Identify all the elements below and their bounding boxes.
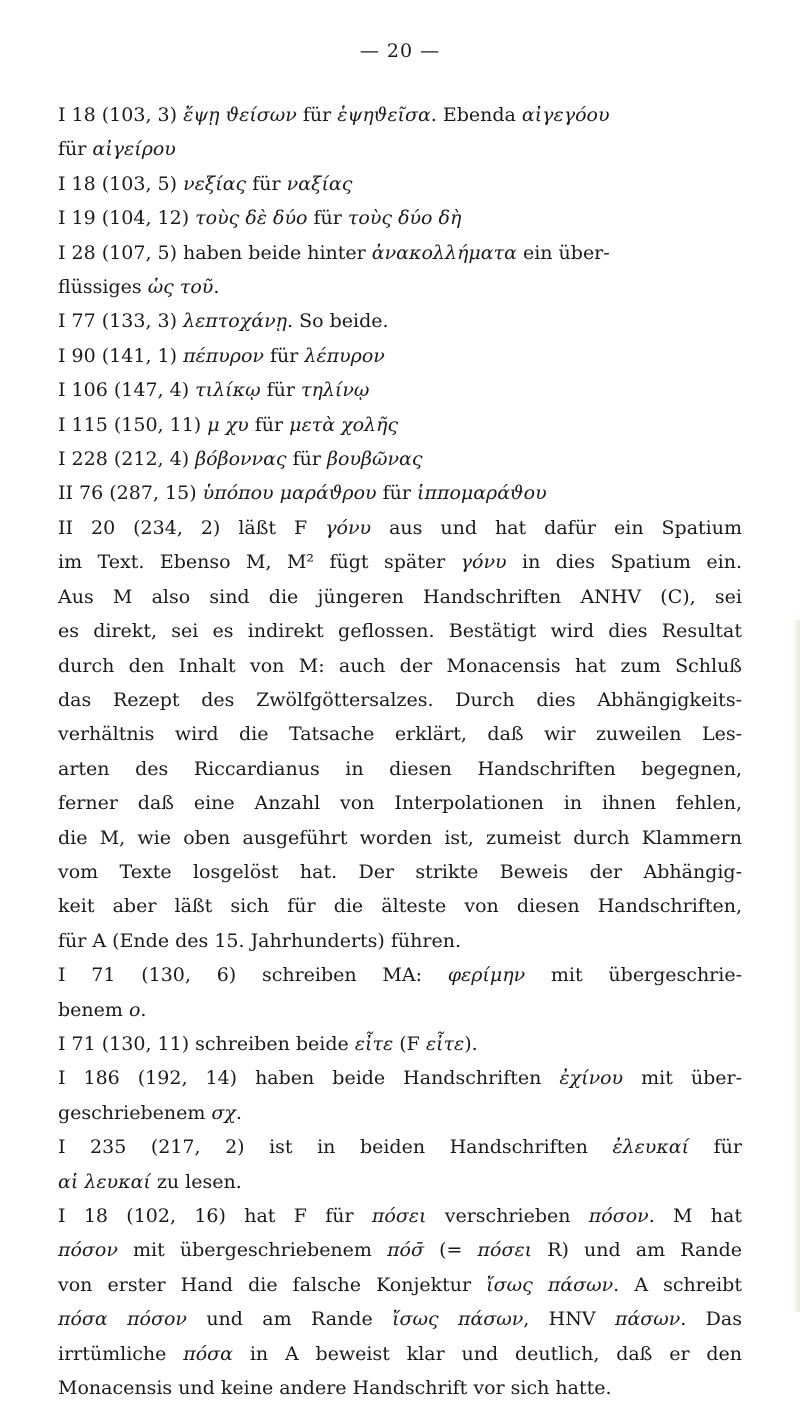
text-line bbox=[58, 1337, 742, 1371]
greek-text: ἀνακολλήματα bbox=[371, 241, 517, 264]
text-segment: in dies Spatium ein. bbox=[506, 551, 742, 574]
text-segment: für bbox=[248, 413, 290, 436]
text-line bbox=[58, 304, 742, 338]
greek-text: εἶτε bbox=[354, 1032, 394, 1055]
greek-text: ναξίας bbox=[286, 172, 353, 195]
text-segment: . bbox=[235, 1101, 242, 1124]
greek-text: βουβῶνας bbox=[327, 448, 423, 471]
text-segment: I 115 (150, 11) bbox=[58, 413, 208, 436]
text-line bbox=[58, 649, 742, 683]
text-segment: Monacensis und keine andere Handschrift vor sich hatte. bbox=[58, 1377, 612, 1400]
text-line bbox=[58, 1268, 742, 1302]
greek-text: πόσ̄ bbox=[387, 1239, 424, 1262]
greek-text: μετὰ χολῆς bbox=[289, 413, 399, 436]
greek-text: εἶτε bbox=[425, 1032, 465, 1055]
text-segment: , HNV bbox=[523, 1308, 615, 1331]
text-line bbox=[58, 717, 742, 751]
text-segment: für bbox=[376, 482, 418, 505]
text-line bbox=[58, 201, 742, 235]
page-number: — 20 — bbox=[359, 40, 441, 62]
text-line bbox=[58, 1096, 742, 1130]
text-segment: verschrieben bbox=[426, 1205, 589, 1227]
text-segment: verhältnis wird die Tatsache erklärt, daß wir zuweilen Les- bbox=[58, 723, 742, 746]
text-segment: irrtümliche bbox=[58, 1342, 184, 1365]
greek-text: τοὺς δύο δὴ bbox=[347, 207, 462, 230]
text-line bbox=[58, 1165, 742, 1199]
greek-text: λεπτοχάνῃ bbox=[183, 310, 288, 333]
text-line bbox=[58, 408, 742, 442]
paper-edge-shadow bbox=[792, 620, 800, 1312]
greek-text: ὡς τοῦ bbox=[147, 276, 214, 299]
text-segment: . A schreibt bbox=[613, 1273, 742, 1296]
text-line bbox=[58, 786, 742, 820]
text-segment: I 18 (102, 16) hat F für bbox=[58, 1205, 372, 1227]
greek-text: ἴσως πάσων bbox=[392, 1308, 524, 1331]
text-line bbox=[58, 924, 742, 958]
greek-text: πόσα πόσον bbox=[58, 1308, 187, 1331]
greek-text: νεξίας bbox=[183, 172, 247, 195]
text-segment: I 90 (141, 1) bbox=[58, 344, 184, 367]
text-segment: mit über- bbox=[623, 1067, 742, 1090]
text-segment: (= bbox=[423, 1239, 478, 1262]
text-line bbox=[58, 1371, 742, 1405]
text-line bbox=[58, 1027, 742, 1061]
text-segment: für bbox=[307, 207, 348, 230]
text-line bbox=[58, 132, 742, 166]
text-line bbox=[58, 98, 742, 132]
text-line bbox=[58, 442, 742, 476]
text-segment: . bbox=[140, 998, 147, 1021]
text-line bbox=[58, 167, 742, 201]
text-segment: für bbox=[286, 448, 328, 471]
text-segment: I 28 (107, 5) haben beide hinter bbox=[58, 241, 372, 264]
text-segment: I 186 (192, 14) haben beide Handschriften bbox=[58, 1067, 560, 1090]
text-line bbox=[58, 545, 742, 579]
text-segment: mit übergeschrie- bbox=[525, 964, 742, 987]
text-segment: von erster Hand die falsche Konjektur bbox=[58, 1273, 487, 1296]
text-segment: . Ebenda bbox=[430, 104, 522, 126]
greek-text: ὑπόπου μαράϑρου bbox=[202, 482, 377, 505]
text-line bbox=[58, 958, 742, 992]
greek-text: πόσον bbox=[588, 1205, 649, 1227]
greek-text: γόνυ bbox=[460, 551, 507, 574]
text-segment: aus und hat dafür ein Spatium bbox=[371, 516, 743, 539]
text-segment: I 106 (147, 4) bbox=[58, 379, 196, 402]
greek-text: πάσων bbox=[614, 1308, 681, 1331]
text-segment: (F bbox=[393, 1032, 426, 1055]
text-segment: arten des Riccardianus in diesen Handschriften begegnen, bbox=[58, 757, 742, 780]
greek-text: πόσει bbox=[371, 1205, 427, 1227]
text-segment: für bbox=[246, 172, 287, 195]
text-line bbox=[58, 889, 742, 923]
greek-text: ἐχίνου bbox=[559, 1067, 624, 1090]
text-line bbox=[58, 236, 742, 270]
text-line bbox=[58, 993, 742, 1027]
text-segment: keit aber läßt sich für die älteste von diesen Handschriften, bbox=[58, 895, 742, 918]
text-segment: und am Rande bbox=[186, 1308, 393, 1331]
greek-text: αἰγείρου bbox=[92, 138, 176, 161]
text-segment: Aus M also sind die jüngeren Handschriften ANHV (C), sei bbox=[58, 585, 742, 608]
text-segment: I 19 (104, 12) bbox=[58, 207, 196, 230]
greek-text: ἱππομαράϑου bbox=[417, 482, 547, 505]
text-segment: . bbox=[213, 276, 220, 299]
text-segment: . M hat bbox=[648, 1205, 742, 1227]
text-line bbox=[58, 1302, 742, 1336]
greek-text: τοὺς δὲ δύο bbox=[195, 207, 308, 230]
text-segment: mit übergeschriebenem bbox=[117, 1239, 388, 1262]
greek-text: γόνυ bbox=[325, 516, 372, 539]
text-line bbox=[58, 339, 742, 373]
text-segment: für bbox=[58, 138, 93, 161]
text-segment: ferner daß eine Anzahl von Interpolationen in ihnen fehlen, bbox=[58, 792, 742, 815]
text-segment: es direkt, sei es indirekt geflossen. Bestätigt wird dies Resultat bbox=[58, 620, 742, 643]
text-segment: I 71 (130, 6) schreiben MA: bbox=[58, 964, 448, 987]
greek-text: τιλίκῳ bbox=[195, 379, 261, 402]
text-segment: die M, wie oben ausgeführt worden ist, zumeist durch Klammern bbox=[58, 826, 742, 849]
text-segment: in A beweist klar und deutlich, daß er den bbox=[232, 1342, 743, 1365]
text-segment: I 235 (217, 2) ist in beiden Handschriften bbox=[58, 1136, 613, 1159]
text-segment: ein über- bbox=[516, 241, 610, 264]
greek-text: αἱ λευκαί bbox=[58, 1170, 151, 1193]
greek-text: αἰγεγόου bbox=[521, 104, 610, 126]
text-line bbox=[58, 1199, 742, 1233]
greek-text: ἑψηϑεῖσα bbox=[337, 104, 431, 126]
text-segment: das Rezept des Zwölfgöttersalzes. Durch dies Abhängigkeits- bbox=[58, 688, 742, 711]
text-line bbox=[58, 752, 742, 786]
greek-text: πέπυρον bbox=[183, 344, 264, 367]
text-segment: I 77 (133, 3) bbox=[58, 310, 184, 333]
greek-text: πόσει bbox=[477, 1239, 533, 1262]
greek-text: πόσα bbox=[183, 1342, 233, 1365]
text-line bbox=[58, 476, 742, 510]
text-segment: . Das bbox=[680, 1308, 742, 1331]
text-segment: für bbox=[260, 379, 301, 402]
text-line bbox=[58, 614, 742, 648]
text-segment: geschriebenem bbox=[58, 1101, 212, 1124]
text-line bbox=[58, 821, 742, 855]
greek-text: πόσον bbox=[58, 1239, 118, 1262]
greek-text: ο bbox=[128, 998, 141, 1021]
text-line bbox=[58, 1130, 742, 1164]
text-segment: I 18 (103, 3) bbox=[58, 104, 184, 126]
greek-text: μ χυ bbox=[207, 413, 249, 436]
text-segment: für bbox=[263, 344, 305, 367]
text-segment: benem bbox=[58, 998, 129, 1021]
text-line bbox=[58, 580, 742, 614]
text-line bbox=[58, 270, 742, 304]
greek-text: ἔψῃ ϑείσων bbox=[183, 104, 297, 126]
text-segment: vom Texte losgelöst hat. Der strikte Beweis der Abhängig- bbox=[58, 860, 742, 883]
text-segment: II 76 (287, 15) bbox=[58, 482, 203, 505]
text-segment: für bbox=[296, 104, 338, 126]
text-line bbox=[58, 1061, 742, 1095]
text-line bbox=[58, 683, 742, 717]
greek-text: λέπυρον bbox=[304, 344, 385, 367]
text-segment: II 20 (234, 2) läßt F bbox=[58, 516, 326, 539]
text-segment: ). bbox=[464, 1032, 478, 1055]
text-segment: für bbox=[689, 1136, 742, 1159]
greek-text: σχ bbox=[211, 1101, 236, 1124]
text-segment: flüssiges bbox=[58, 276, 148, 299]
text-line bbox=[58, 373, 742, 407]
text-body bbox=[58, 98, 742, 1405]
text-line bbox=[58, 511, 742, 545]
text-segment: . So beide. bbox=[287, 310, 389, 333]
greek-text: τηλίνῳ bbox=[301, 379, 370, 402]
text-segment: I 71 (130, 11) schreiben beide bbox=[58, 1032, 355, 1055]
text-segment: im Text. Ebenso M, M² fügt später bbox=[58, 551, 461, 574]
greek-text: βόβοννας bbox=[195, 448, 287, 471]
text-segment: zu lesen. bbox=[150, 1170, 242, 1193]
greek-text: ἴσως πάσων bbox=[486, 1273, 614, 1296]
text-segment: I 228 (212, 4) bbox=[58, 448, 196, 471]
greek-text: φερίμην bbox=[447, 964, 526, 987]
greek-text: ἐλευκαί bbox=[612, 1136, 690, 1159]
text-line bbox=[58, 855, 742, 889]
text-segment: I 18 (103, 5) bbox=[58, 172, 184, 195]
text-segment: für A (Ende des 15. Jahrhunderts) führen. bbox=[58, 929, 461, 952]
text-segment: R) und am Rande bbox=[532, 1239, 742, 1262]
text-segment: durch den Inhalt von M: auch der Monacensis hat zum Schluß bbox=[58, 654, 742, 677]
text-line bbox=[58, 1233, 742, 1267]
